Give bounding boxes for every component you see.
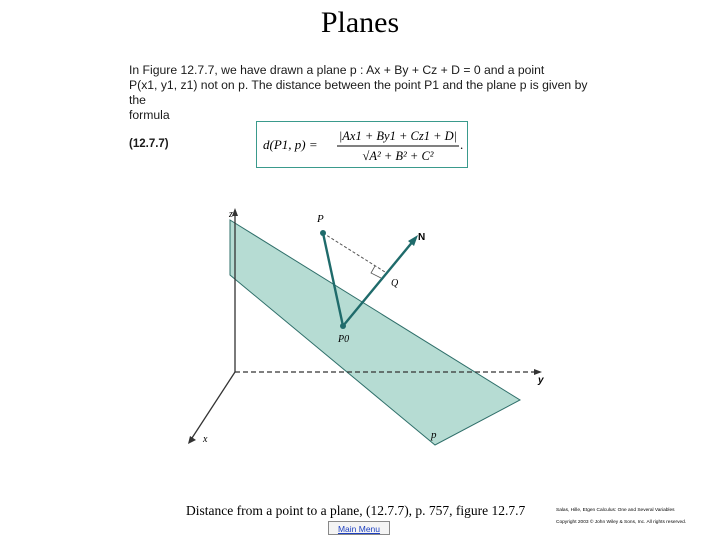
perpendicular-segment — [323, 233, 385, 272]
y-axis-label: y — [538, 375, 544, 386]
point-p0-label: P0 — [338, 334, 350, 345]
main-menu-button[interactable]: Main Menu — [328, 521, 390, 535]
point-p-label: P — [317, 213, 324, 225]
formula-numerator: |Ax1 + By1 + Cz1 + D| — [338, 129, 458, 143]
z-axis-label: z — [229, 209, 233, 220]
intro-line-1: In Figure 12.7.7, we have drawn a plane p : Ax + By + Cz + D = 0 and a point — [129, 63, 545, 77]
slide-title: Planes — [320, 6, 400, 39]
distance-formula — [257, 122, 467, 167]
intro-line-2: P(x1, y1, z1) not on p. The distance between the point P1 and the plane p is given by the — [129, 78, 588, 107]
x-axis-label: x — [203, 434, 208, 445]
credits-line-2: Copyright 2003 © John Wiley & Sons, Inc. All rights reserved. — [556, 520, 687, 525]
credits — [556, 505, 716, 529]
point-p — [320, 230, 326, 236]
distance-formula-box — [256, 121, 468, 168]
plane-label: p — [431, 429, 437, 441]
figure-caption: Distance from a point to a plane, (12.7.7), p. 757, figure 12.7.7 — [186, 503, 526, 518]
foot-q-label: Q — [391, 278, 399, 289]
credits-line-1: Salas, Hille, Etgen Calculus: One and Several Variables — [556, 508, 675, 513]
formula-denominator: √A² + B² + C² — [362, 149, 434, 163]
right-angle-mark — [371, 266, 381, 278]
normal-label: N — [418, 232, 426, 243]
x-axis — [192, 372, 235, 438]
equation-number: (12.7.7) — [129, 138, 169, 150]
plane-distance-figure — [180, 200, 560, 460]
point-p0 — [340, 323, 346, 329]
formula-period: . — [460, 137, 464, 152]
formula-lhs: d(P1, p) = — [263, 137, 318, 152]
plane-p — [230, 220, 520, 445]
intro-paragraph — [129, 63, 599, 123]
intro-line-3: formula — [129, 108, 170, 122]
